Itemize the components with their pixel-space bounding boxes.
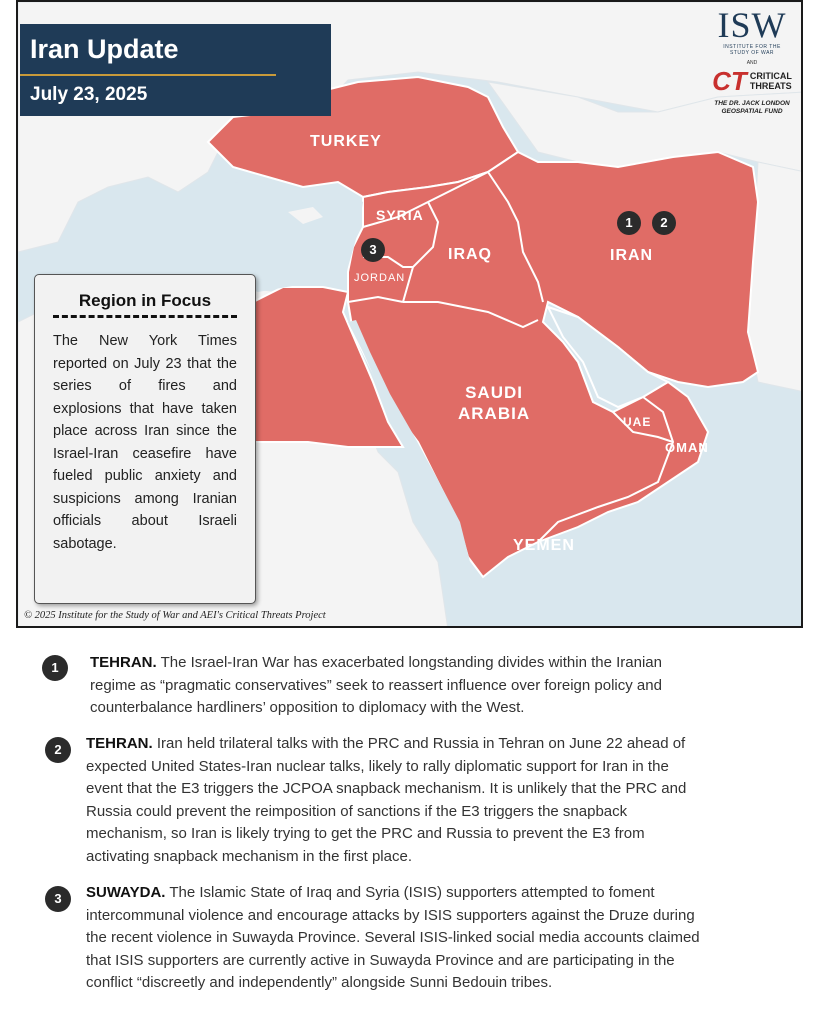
- isw-subtitle-1: INSTITUTE FOR THE: [723, 44, 781, 50]
- title-divider: [20, 74, 276, 76]
- note-1-marker: 1: [42, 655, 68, 681]
- note-2-line-4: Russia could prevent the reimposition of sanctions if the E3 triggers the snapback: [86, 802, 628, 820]
- note-3-line-5: conflict “discreetly and independently” alongside Sunni Bedouin tribes.: [86, 974, 553, 991]
- note-2-line-3: event that the E3 triggers the JCPOA snapback mechanism. It is unlikely that the PRC and: [86, 780, 687, 797]
- note-3-line-1: The Islamic State of Iraq and Syria (ISIS) supporters attempted to foment: [169, 884, 655, 901]
- focus-divider: [53, 315, 237, 318]
- ct-logo: [702, 68, 802, 94]
- label-jordan: JORDAN: [354, 272, 406, 284]
- note-1-text: [90, 652, 662, 720]
- note-2-line-6: activating snapback mechanism in the first place.: [86, 847, 412, 865]
- note-3-line-3: the recent violence in Suwayda Province. Several ISIS-linked social media accounts claimed: [86, 929, 700, 946]
- note-2-marker: 2: [45, 737, 71, 763]
- label-iran: IRAN: [610, 247, 654, 264]
- ct-line-1: CRITICAL: [749, 71, 792, 81]
- page-date: July 23, 2025: [30, 84, 148, 105]
- label-syria: SYRIA: [376, 207, 424, 223]
- label-uae: UAE: [623, 415, 652, 429]
- note-2-text: [86, 733, 686, 868]
- note-3-heading: SUWAYDA.: [86, 884, 166, 901]
- focus-title: Region in Focus: [78, 291, 212, 310]
- logo-and: AND: [746, 60, 758, 66]
- isw-subtitle-2: STUDY OF WAR: [729, 50, 775, 56]
- label-saudi-line-2: ARABIA: [458, 404, 531, 423]
- note-2-line-1: Iran held trilateral talks with the PRC and Russia in Tehran on June 22 ahead of: [156, 735, 686, 752]
- ct-line-2: THREATS: [749, 81, 792, 91]
- isw-logo: ISW: [717, 5, 787, 45]
- note-2-line-5: mechanism, so Iran is likely trying to get the PRC and Russia to prevent the E3 from: [86, 825, 645, 842]
- note-3-marker: 3: [45, 886, 71, 912]
- map-frame: [16, 0, 803, 628]
- region-in-focus-box: [34, 274, 256, 604]
- label-yemen: YEMEN: [513, 537, 575, 554]
- label-turkey: TURKEY: [310, 133, 382, 150]
- note-3-text: [86, 882, 700, 995]
- note-1-heading: TEHRAN.: [90, 654, 157, 671]
- ct-wordmark: [750, 71, 792, 91]
- ct-mark: CT: [712, 66, 747, 96]
- note-1-line-1: The Israel-Iran War has exacerbated longstanding divides within the Iranian: [160, 654, 662, 671]
- note-2-line-2: expected United States-Iran nuclear talks, likely to rally diplomatic support for Iran in the: [86, 757, 669, 775]
- logo-block: [702, 6, 802, 126]
- label-saudi-arabia: [458, 382, 530, 424]
- fund-credit: [702, 100, 802, 116]
- note-3-line-2: intercommunal violence and encourage attacks by ISIS supporters against the Druze during: [86, 906, 695, 924]
- note-1-line-2: regime as “pragmatic conservatives” seek to reassert influence over foreign policy and: [90, 676, 662, 694]
- map-marker-1[interactable]: 1: [617, 211, 641, 235]
- focus-text: The New York Times reported on July 23 that the series of fires and explosions that have taken place across Iran since the Israel-Iran ceasefire have fueled public anxiety and suspicions among Iranian officials about Israeli sabotage.: [53, 333, 237, 552]
- note-2-heading: TEHRAN.: [86, 735, 153, 752]
- title-box: [20, 24, 331, 116]
- note-1-line-3: counterbalance hardliners’ opposition to diplomacy with the West.: [90, 699, 525, 716]
- page-title: Iran Update: [30, 34, 179, 64]
- map-marker-3[interactable]: 3: [361, 238, 385, 262]
- note-3-line-4: that ISIS supporters are currently active in Suwayda Province and are participating in the: [86, 951, 675, 969]
- label-saudi-line-1: SAUDI: [465, 383, 523, 402]
- fund-line-2: GEOSPATIAL FUND: [721, 108, 783, 115]
- label-iraq: IRAQ: [448, 246, 492, 263]
- map-marker-2[interactable]: 2: [652, 211, 676, 235]
- copyright: © 2025 Institute for the Study of War and AEI's Critical Threats Project: [24, 610, 326, 621]
- fund-line-1: THE DR. JACK LONDON: [714, 100, 790, 107]
- label-oman: OMAN: [665, 440, 709, 455]
